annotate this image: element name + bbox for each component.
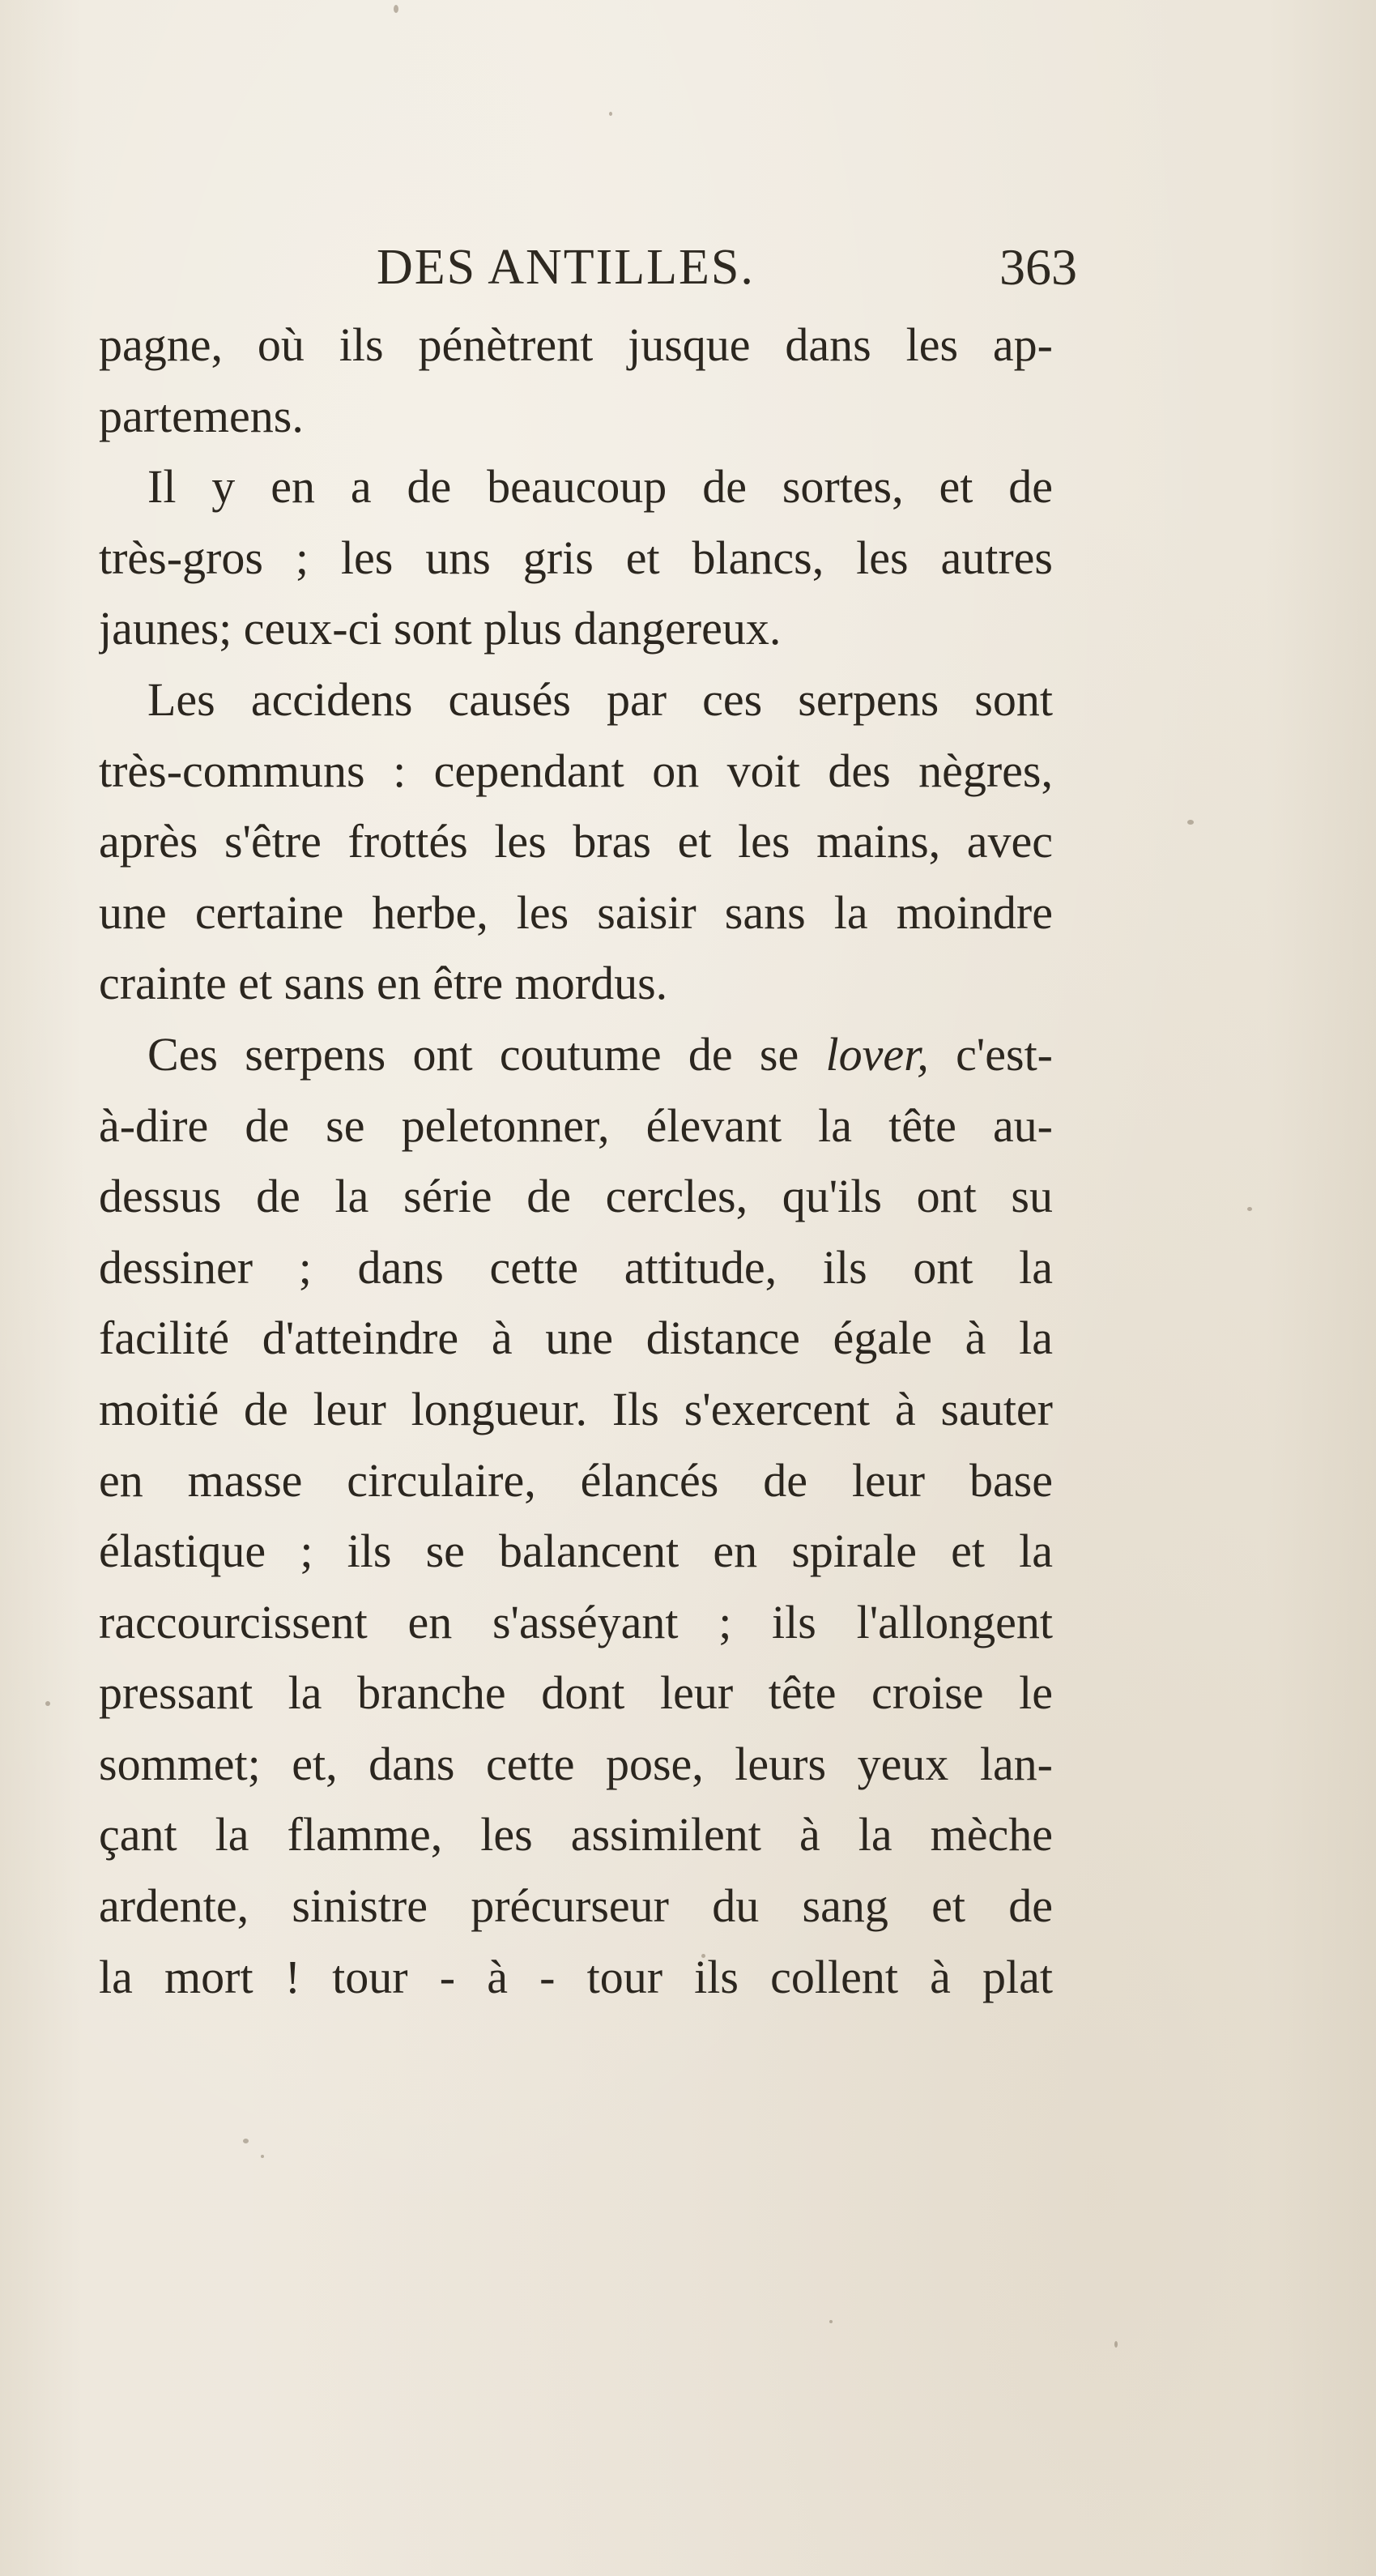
paper-speck xyxy=(394,5,398,13)
running-head: DES ANTILLES. xyxy=(377,240,755,295)
text-line: dessiner ; dans cette attitude, ils ont la xyxy=(99,1240,1053,1294)
text-line: pagne, où ils pénètrent jusque dans les ap- xyxy=(99,318,1053,371)
text-line: dessus de la série de cercles, qu'ils ont su xyxy=(99,1170,1053,1223)
paper-speck xyxy=(609,112,612,116)
text-line: Les accidens causés par ces serpens sont xyxy=(147,672,1053,726)
paper-speck xyxy=(1187,820,1194,825)
text-line: ardente, sinistre précurseur du sang et de xyxy=(99,1879,1053,1933)
text-line: sommet; et, dans cette pose, leurs yeux lan- xyxy=(99,1737,1053,1790)
italic-word: lover, xyxy=(825,1027,929,1081)
text-fragment: Ces serpens ont coutume de se xyxy=(147,1027,826,1081)
paper-speck xyxy=(829,2320,833,2323)
text-line: facilité d'atteindre à une distance égale à la xyxy=(99,1311,1053,1365)
text-line: très-gros ; les uns gris et blancs, les autres xyxy=(99,531,1053,584)
text-line: jaunes; ceux-ci sont plus dangereux. xyxy=(99,602,782,655)
paper-speck xyxy=(243,2139,249,2143)
text-line-mixed xyxy=(99,1019,1053,1090)
text-line: très-communs : cependant on voit des nègres, xyxy=(99,744,1053,797)
paper-speck xyxy=(1247,1207,1252,1211)
text-line: après s'être frottés les bras et les mains, avec xyxy=(99,815,1053,868)
paper-speck xyxy=(1114,2341,1118,2348)
text-line: une certaine herbe, les saisir sans la moindre xyxy=(99,885,1053,939)
text-line: Il y en a de beaucoup de sortes, et de xyxy=(147,460,1053,514)
body-text xyxy=(99,309,1053,2012)
page-header xyxy=(97,231,1077,304)
text-line: crainte et sans en être mordus. xyxy=(99,957,668,1010)
text-line: élastique ; ils se balancent en spirale et la xyxy=(99,1525,1053,1578)
text-line: la mort ! tour - à - tour ils collent à plat xyxy=(99,1950,1053,2003)
page-number: 363 xyxy=(999,238,1077,296)
text-fragment: c'est- xyxy=(928,1027,1053,1081)
paper-speck xyxy=(261,2155,264,2158)
text-line: raccourcissent en s'asséyant ; ils l'allongent xyxy=(99,1595,1053,1648)
paper-speck xyxy=(45,1701,50,1706)
text-line: à-dire de se peletonner, élevant la tête au- xyxy=(99,1098,1053,1152)
text-line: pressant la branche dont leur tête croise le xyxy=(99,1666,1053,1720)
text-line: en masse circulaire, élancés de leur base xyxy=(99,1453,1053,1507)
text-line: moitié de leur longueur. Ils s'exercent à sauter xyxy=(99,1382,1053,1435)
text-line: çant la flamme, les assimilent à la mèche xyxy=(99,1808,1053,1862)
text-line: partemens. xyxy=(99,389,304,442)
